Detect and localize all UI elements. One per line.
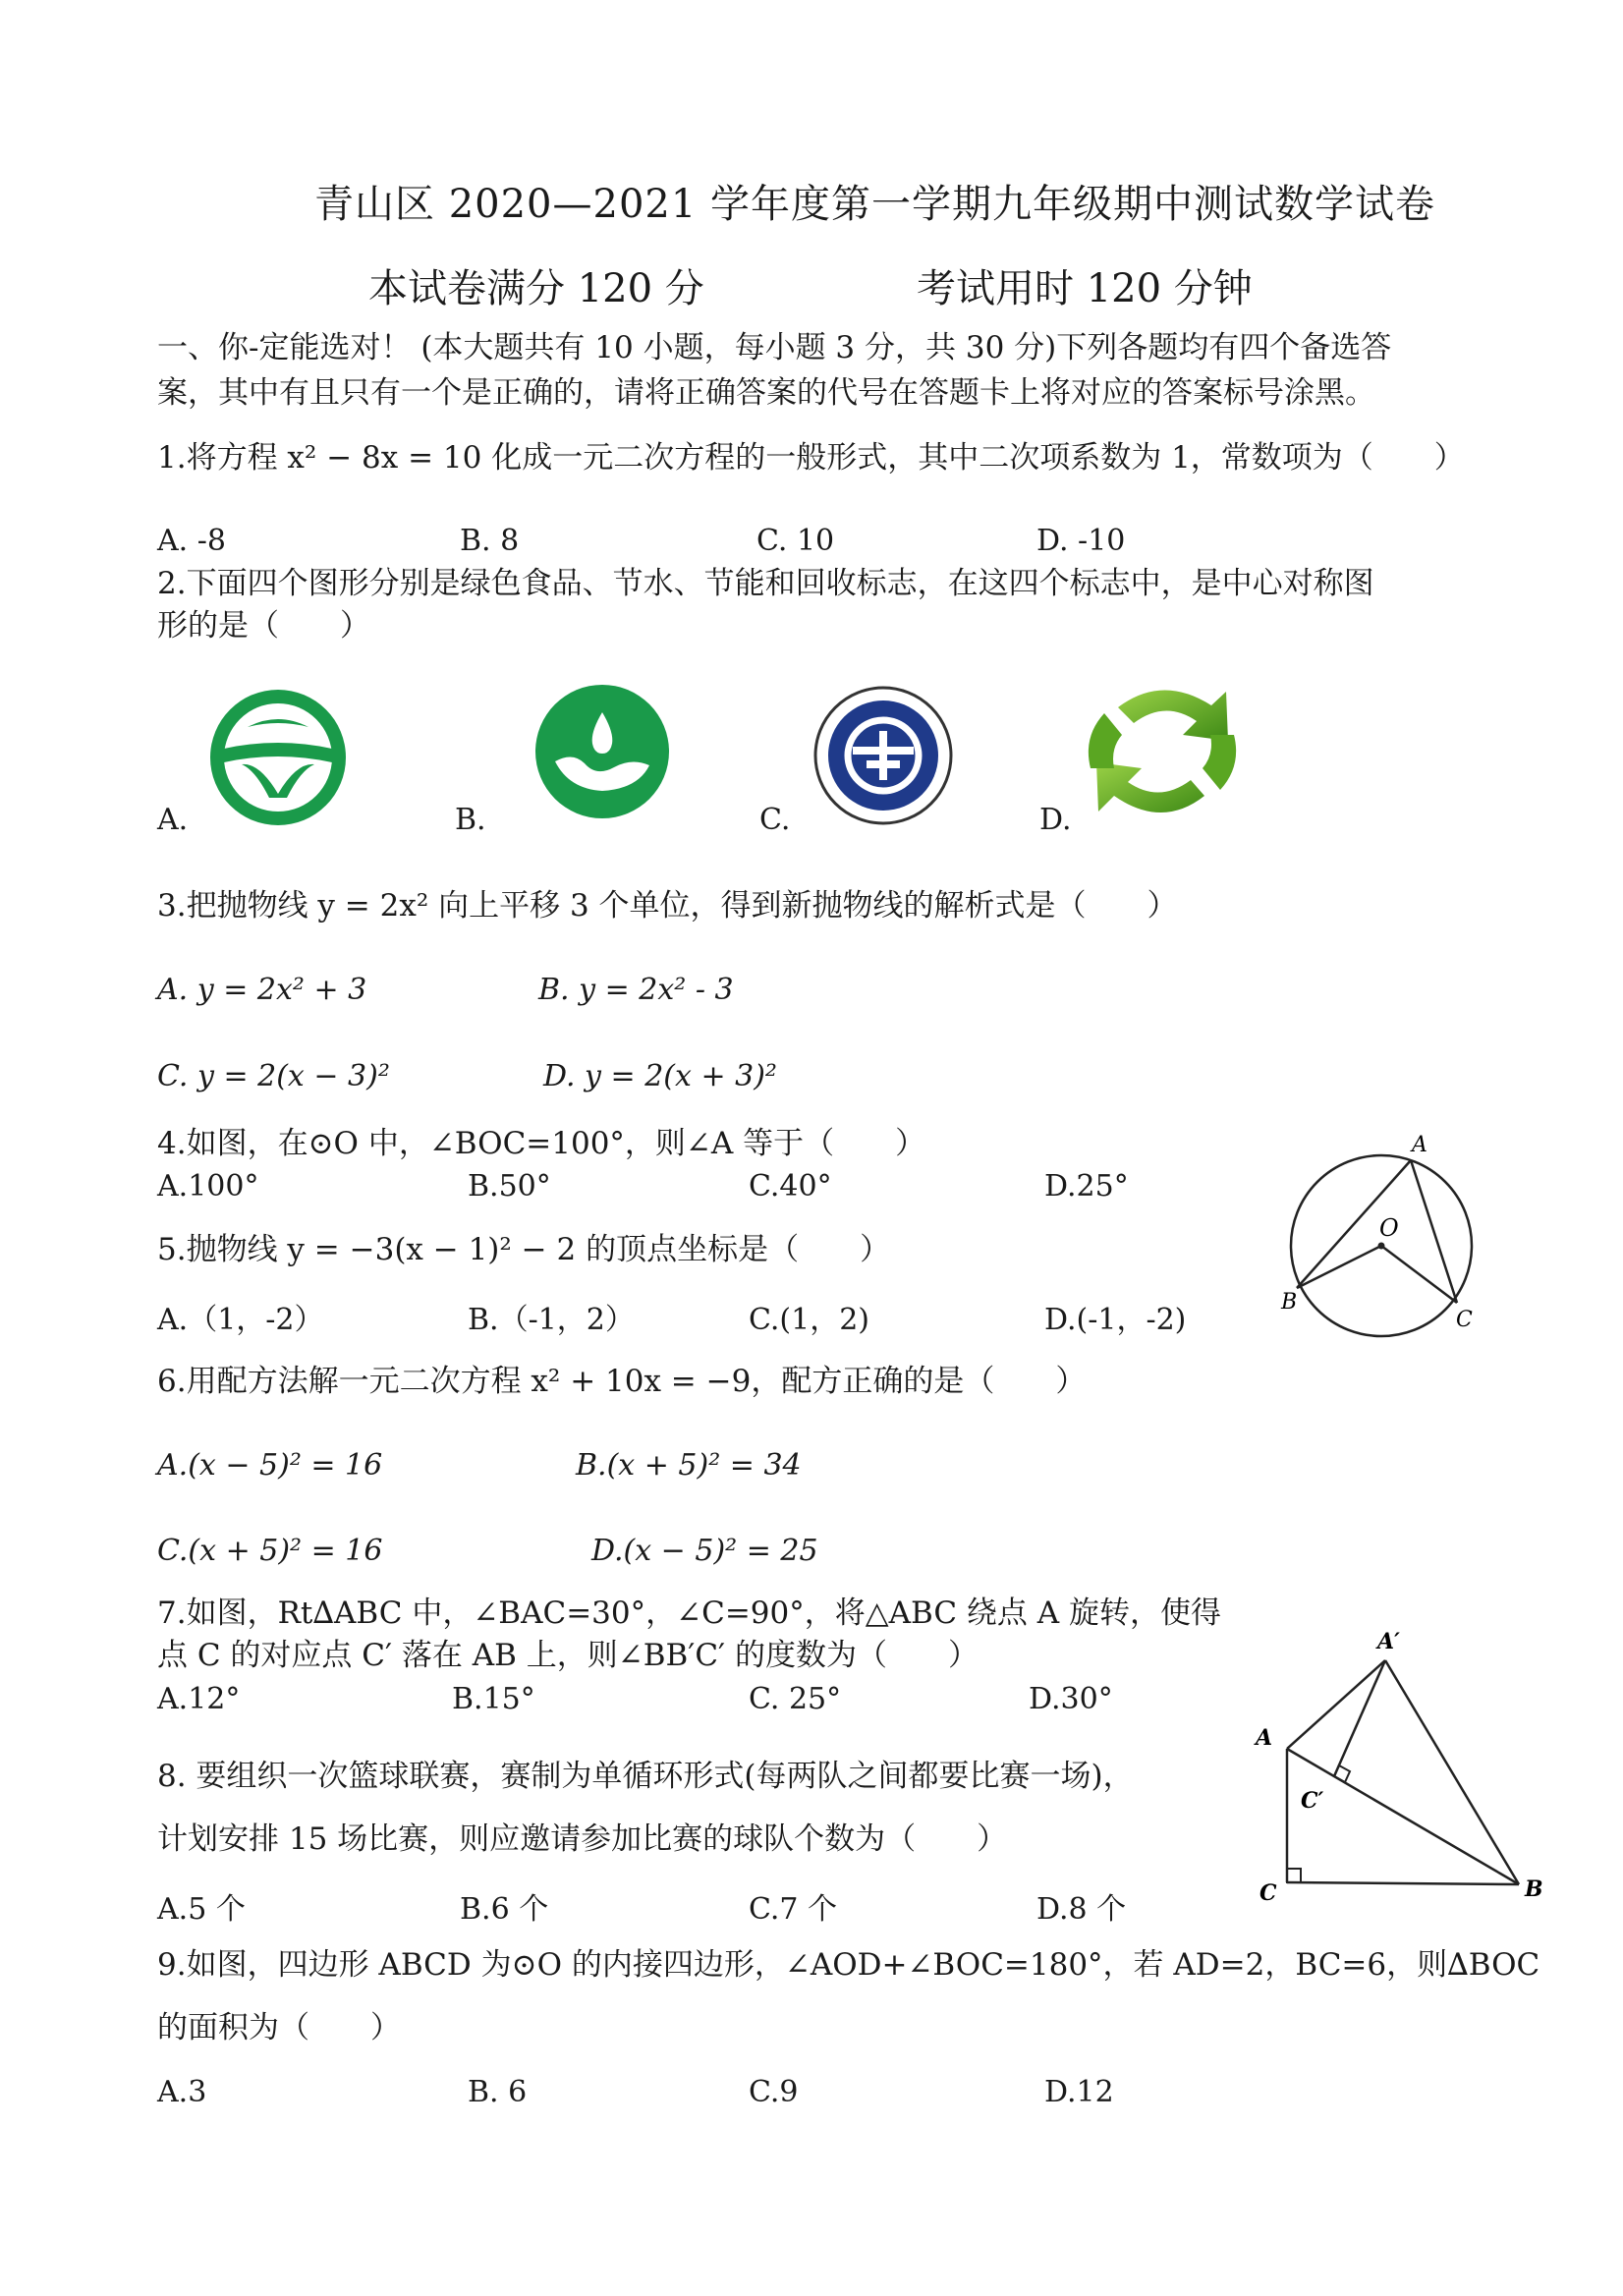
q3-option-c: C. y = 2(x − 3)² xyxy=(157,1059,390,1093)
q7-triangle-figure xyxy=(1248,1619,1552,1904)
recycle-icon xyxy=(1079,678,1246,825)
q2-stem-line1: 2.下面四个图形分别是绿色食品、节水、节能和回收标志，在这四个标志中，是中心对称图 xyxy=(157,566,1374,601)
section-instructions-line2: 案，其中有且只有一个是正确的，请将正确答案的代号在答题卡上将对应的答案标号涂黑。 xyxy=(157,375,1375,411)
q3-option-d: D. y = 2(x + 3)² xyxy=(543,1059,777,1093)
q1-option-a: A. -8 xyxy=(157,524,226,558)
q4-stem: 4.如图，在⊙O 中，∠BOC=100°，则∠A 等于（ ） xyxy=(157,1126,926,1161)
q7-label-c-prime: C′ xyxy=(1301,1788,1324,1814)
q8-option-d: D.8 个 xyxy=(1036,1892,1127,1927)
q1-option-b: B. 8 xyxy=(460,524,520,558)
q2-option-c-label: C. xyxy=(759,803,791,837)
q7-label-a-prime: A′ xyxy=(1377,1629,1400,1654)
q7-option-c: C. 25° xyxy=(749,1682,842,1716)
q1-option-c: C. 10 xyxy=(756,524,835,558)
q4-option-b: B.50° xyxy=(468,1169,551,1204)
q2-option-d-label: D. xyxy=(1039,803,1072,837)
q4-option-d: D.25° xyxy=(1044,1169,1129,1204)
q3-stem: 3.把抛物线 y = 2x² 向上平移 3 个单位，得到新抛物线的解析式是（ ） xyxy=(157,888,1178,924)
q7-option-a: A.12° xyxy=(157,1682,241,1716)
section-instructions-line1: 一、你-定能选对！ (本大题共有 10 小题，每小题 3 分，共 30 分)下列各题均有四个备选答 xyxy=(157,330,1392,365)
q6-stem: 6.用配方法解一元二次方程 x² + 10x = −9，配方正确的是（ ） xyxy=(157,1364,1087,1399)
q5-option-c: C.(1，2) xyxy=(749,1303,870,1337)
q8-option-c: C.7 个 xyxy=(749,1892,838,1927)
q4-label-o: O xyxy=(1379,1214,1399,1242)
q6-option-a: A.(x − 5)² = 16 xyxy=(157,1448,383,1483)
q5-option-b: B.（-1，2） xyxy=(468,1303,635,1337)
q9-option-a: A.3 xyxy=(157,2075,207,2109)
q6-option-c: C.(x + 5)² = 16 xyxy=(157,1534,383,1568)
q2-option-a-label: A. xyxy=(157,803,189,837)
q7-stem-line2: 点 C 的对应点 C′ 落在 AB 上，则∠BB′C′ 的度数为（ ） xyxy=(157,1638,979,1673)
q2-option-b-label: B. xyxy=(455,803,486,837)
q4-label-c: C xyxy=(1456,1308,1473,1332)
q9-option-d: D.12 xyxy=(1044,2075,1114,2109)
q9-option-c: C.9 xyxy=(749,2075,799,2109)
q7-label-a: A xyxy=(1256,1725,1273,1751)
q4-option-c: C.40° xyxy=(749,1169,832,1204)
time-limit-note: 考试用时 120 分钟 xyxy=(917,266,1253,311)
q4-circle-figure xyxy=(1275,1128,1491,1344)
q7-label-c: C xyxy=(1259,1880,1277,1904)
q8-option-a: A.5 个 xyxy=(157,1892,246,1927)
energy-saving-icon xyxy=(813,686,953,825)
q8-stem-line2: 计划安排 15 场比赛，则应邀请参加比赛的球队个数为（ ） xyxy=(157,1821,1008,1857)
q2-stem-line2: 形的是（ ） xyxy=(157,608,370,644)
q7-stem-line1: 7.如图，Rt∆ABC 中，∠BAC=30°，∠C=90°，将△ABC 绕点 A 旋转，使得 xyxy=(157,1596,1221,1631)
q6-option-d: D.(x − 5)² = 25 xyxy=(591,1534,818,1568)
q3-option-a: A. y = 2x² + 3 xyxy=(157,973,367,1007)
q9-stem-line1: 9.如图，四边形 ABCD 为⊙O 的内接四边形，∠AOD+∠BOC=180°，若 AD=2，BC=6，则∆BOC xyxy=(157,1947,1540,1983)
q5-stem: 5.抛物线 y = −3(x − 1)² − 2 的顶点坐标是（ ） xyxy=(157,1232,891,1267)
page-title: 青山区 2020—2021 学年度第一学期九年级期中测试数学试卷 xyxy=(314,182,1436,227)
q3-option-b: B. y = 2x² - 3 xyxy=(538,973,734,1007)
q4-option-a: A.100° xyxy=(157,1169,259,1204)
q1-option-d: D. -10 xyxy=(1036,524,1126,558)
q9-option-b: B. 6 xyxy=(468,2075,528,2109)
q4-label-a: A xyxy=(1412,1133,1427,1157)
q1-stem: 1.将方程 x² − 8x = 10 化成一元二次方程的一般形式，其中二次项系数为 1，常数项为（ ） xyxy=(157,440,1465,476)
q7-label-b: B xyxy=(1525,1876,1543,1902)
q7-option-d: D.30° xyxy=(1029,1682,1113,1716)
water-saving-icon xyxy=(533,683,671,820)
q5-option-a: A.（1，-2） xyxy=(157,1303,324,1337)
q4-label-b: B xyxy=(1281,1290,1298,1315)
q6-option-b: B.(x + 5)² = 34 xyxy=(576,1448,802,1483)
q9-stem-line2: 的面积为（ ） xyxy=(157,2010,401,2045)
q8-option-b: B.6 个 xyxy=(460,1892,549,1927)
q8-stem-line1: 8. 要组织一次篮球联赛，赛制为单循环形式(每两队之间都要比赛一场)， xyxy=(157,1759,1134,1794)
full-score-note: 本试卷满分 120 分 xyxy=(368,266,704,311)
green-food-icon xyxy=(208,688,348,827)
q7-option-b: B.15° xyxy=(452,1682,535,1716)
q5-option-d: D.(-1，-2) xyxy=(1044,1303,1187,1337)
